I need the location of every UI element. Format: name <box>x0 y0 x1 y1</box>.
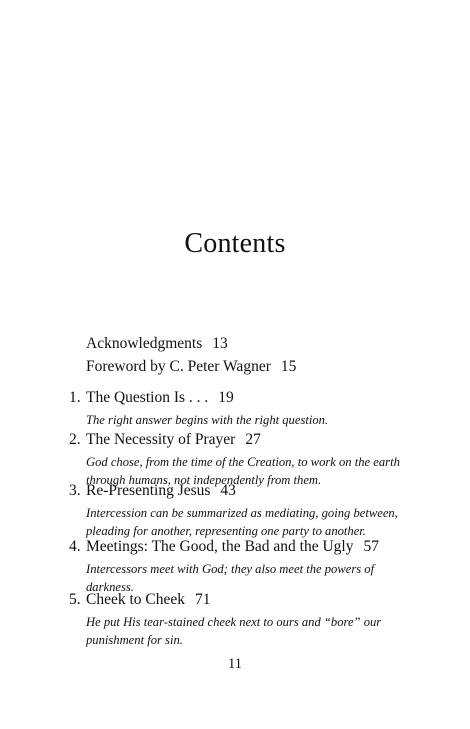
chapter-description: Intercession can be summarized as mediating, going between, pleading for another, representing one party to another. <box>86 506 398 538</box>
chapter-description: The right answer begins with the right question. <box>86 413 329 427</box>
page-folio: 11 <box>228 656 242 672</box>
chapter-page-number: 43 <box>220 482 236 499</box>
entry-title: Acknowledgments <box>86 335 203 352</box>
chapter-description: God chose, from the time of the Creation, to work on the earth through humans, not independently from them. <box>86 455 400 487</box>
front-matter-entry <box>86 357 296 377</box>
chapter-title-line <box>69 481 409 501</box>
chapter-number: 1. <box>69 389 81 406</box>
chapter-number: 2. <box>69 431 81 448</box>
chapter-entry <box>69 481 409 540</box>
chapter-title: The Question Is . . . <box>86 389 209 406</box>
chapter-number: 3. <box>69 482 81 499</box>
chapter-number: 4. <box>69 538 81 555</box>
chapter-title: The Necessity of Prayer <box>86 431 236 448</box>
chapter-title: Meetings: The Good, the Bad and the Ugly <box>86 538 354 555</box>
chapter-page-number: 71 <box>195 591 211 608</box>
chapter-entry <box>69 590 409 649</box>
page-heading: Contents <box>184 228 286 259</box>
front-matter-entry <box>86 334 228 354</box>
chapter-entry <box>69 537 409 596</box>
chapter-title-line <box>69 430 409 450</box>
chapter-title: Cheek to Cheek <box>86 591 186 608</box>
chapter-entry <box>69 388 409 429</box>
chapter-description: Intercessors meet with God; they also meet the powers of darkness. <box>86 562 375 594</box>
chapter-title: Re-Presenting Jesus <box>86 482 211 499</box>
entry-page-number: 15 <box>280 358 297 375</box>
chapter-page-number: 57 <box>363 538 379 555</box>
chapter-page-number: 19 <box>218 389 234 406</box>
entry-title: Foreword by C. Peter Wagner <box>86 358 271 375</box>
chapter-title-line <box>69 590 409 610</box>
chapter-page-number: 27 <box>245 431 261 448</box>
chapter-number: 5. <box>69 591 81 608</box>
entry-page-number: 13 <box>212 335 228 352</box>
chapter-title-line <box>69 388 409 408</box>
chapter-title-line <box>69 537 409 557</box>
chapter-description: He put His tear-stained cheek next to ours and “bore” our punishment for sin. <box>86 615 382 647</box>
